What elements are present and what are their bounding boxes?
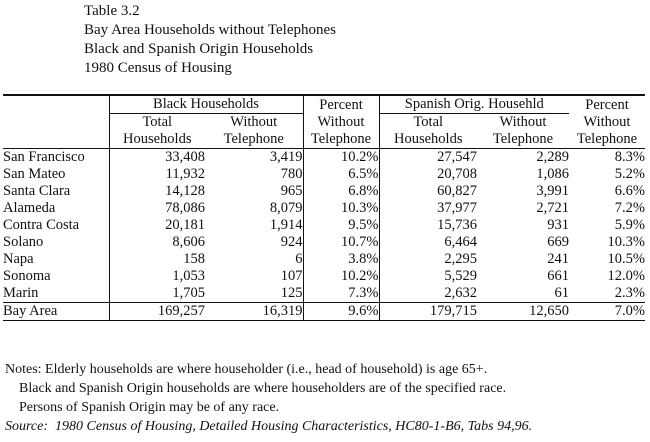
table-row: San Francisco 33,408 3,419 10.2% 27,547 2,289 8.3%	[3, 149, 645, 165]
note-race: Black and Spanish Origin households are where householders are of the specified race.	[19, 381, 507, 396]
table-row: Santa Clara 14,128 965 6.8% 60,827 3,991 6.6%	[3, 183, 645, 199]
households-table	[3, 94, 645, 321]
percent-header-black: Percent	[303, 95, 379, 114]
total-header-black-2: Households	[109, 131, 205, 149]
without-header-spanish-1: Without	[499, 114, 547, 130]
black-households-header: Black Households	[109, 95, 303, 114]
table-number: Table 3.2	[84, 3, 140, 19]
table-subtitle-census: 1980 Census of Housing	[84, 60, 232, 76]
total-header-spanish-1: Total	[379, 114, 477, 132]
total-header-spanish-2: Households	[379, 131, 477, 149]
table-row: Contra Costa 20,181 1,914 9.5% 15,736 931 5.9%	[3, 217, 645, 233]
table-row: Sonoma 1,053 107 10.2% 5,529 661 12.0%	[3, 268, 645, 284]
without-header-black-2: Telephone	[205, 131, 303, 149]
subheader-row-1	[3, 114, 645, 132]
table-row: Alameda 78,086 8,079 10.3% 37,977 2,721 7.2%	[3, 200, 645, 216]
subheader-row-2	[3, 131, 645, 149]
without-header-spanish-2: Telephone	[477, 131, 569, 149]
table-row: Marin 1,705 125 7.3% 2,632 61 2.3%	[3, 285, 645, 301]
table-title-block	[84, 2, 336, 78]
table-subtitle: Black and Spanish Origin Households	[84, 41, 314, 57]
table-row: Napa 158 6 3.8% 2,295 241 10.5%	[3, 251, 645, 267]
table-row: San Mateo 11,932 780 6.5% 20,708 1,086 5.2%	[3, 166, 645, 182]
source-label: Source:	[5, 419, 49, 434]
percent-header-spanish: Percent	[569, 95, 645, 114]
table-row: Solano 8,606 924 10.7% 6,464 669 10.3%	[3, 234, 645, 250]
table-title: Bay Area Households without Telephones	[84, 22, 336, 38]
note-spanish-origin: Persons of Spanish Origin may be of any race.	[19, 400, 280, 415]
source-text: 1980 Census of Housing, Detailed Housing Characteristics, HC80-1-B6, Tabs 94,96.	[55, 419, 533, 434]
pct-header-black-2: Without	[303, 114, 379, 132]
total-header-black-1: Total	[109, 114, 205, 132]
table-notes	[5, 360, 532, 436]
pct-header-spanish-2: Without	[583, 114, 631, 130]
without-header-black-1: Without	[230, 114, 278, 130]
source-citation	[5, 417, 532, 436]
group-header-row	[3, 95, 645, 114]
note-elderly: Notes: Elderly households are where householder (i.e., head of household) is age 65+.	[5, 362, 488, 377]
spanish-households-header: Spanish Orig. Househld	[379, 95, 569, 114]
pct-header-spanish-3: Telephone	[569, 131, 645, 149]
pct-header-black-3: Telephone	[303, 131, 379, 149]
total-row: Bay Area 169,257 16,319 9.6% 179,715 12,650 7.0%	[3, 303, 645, 319]
